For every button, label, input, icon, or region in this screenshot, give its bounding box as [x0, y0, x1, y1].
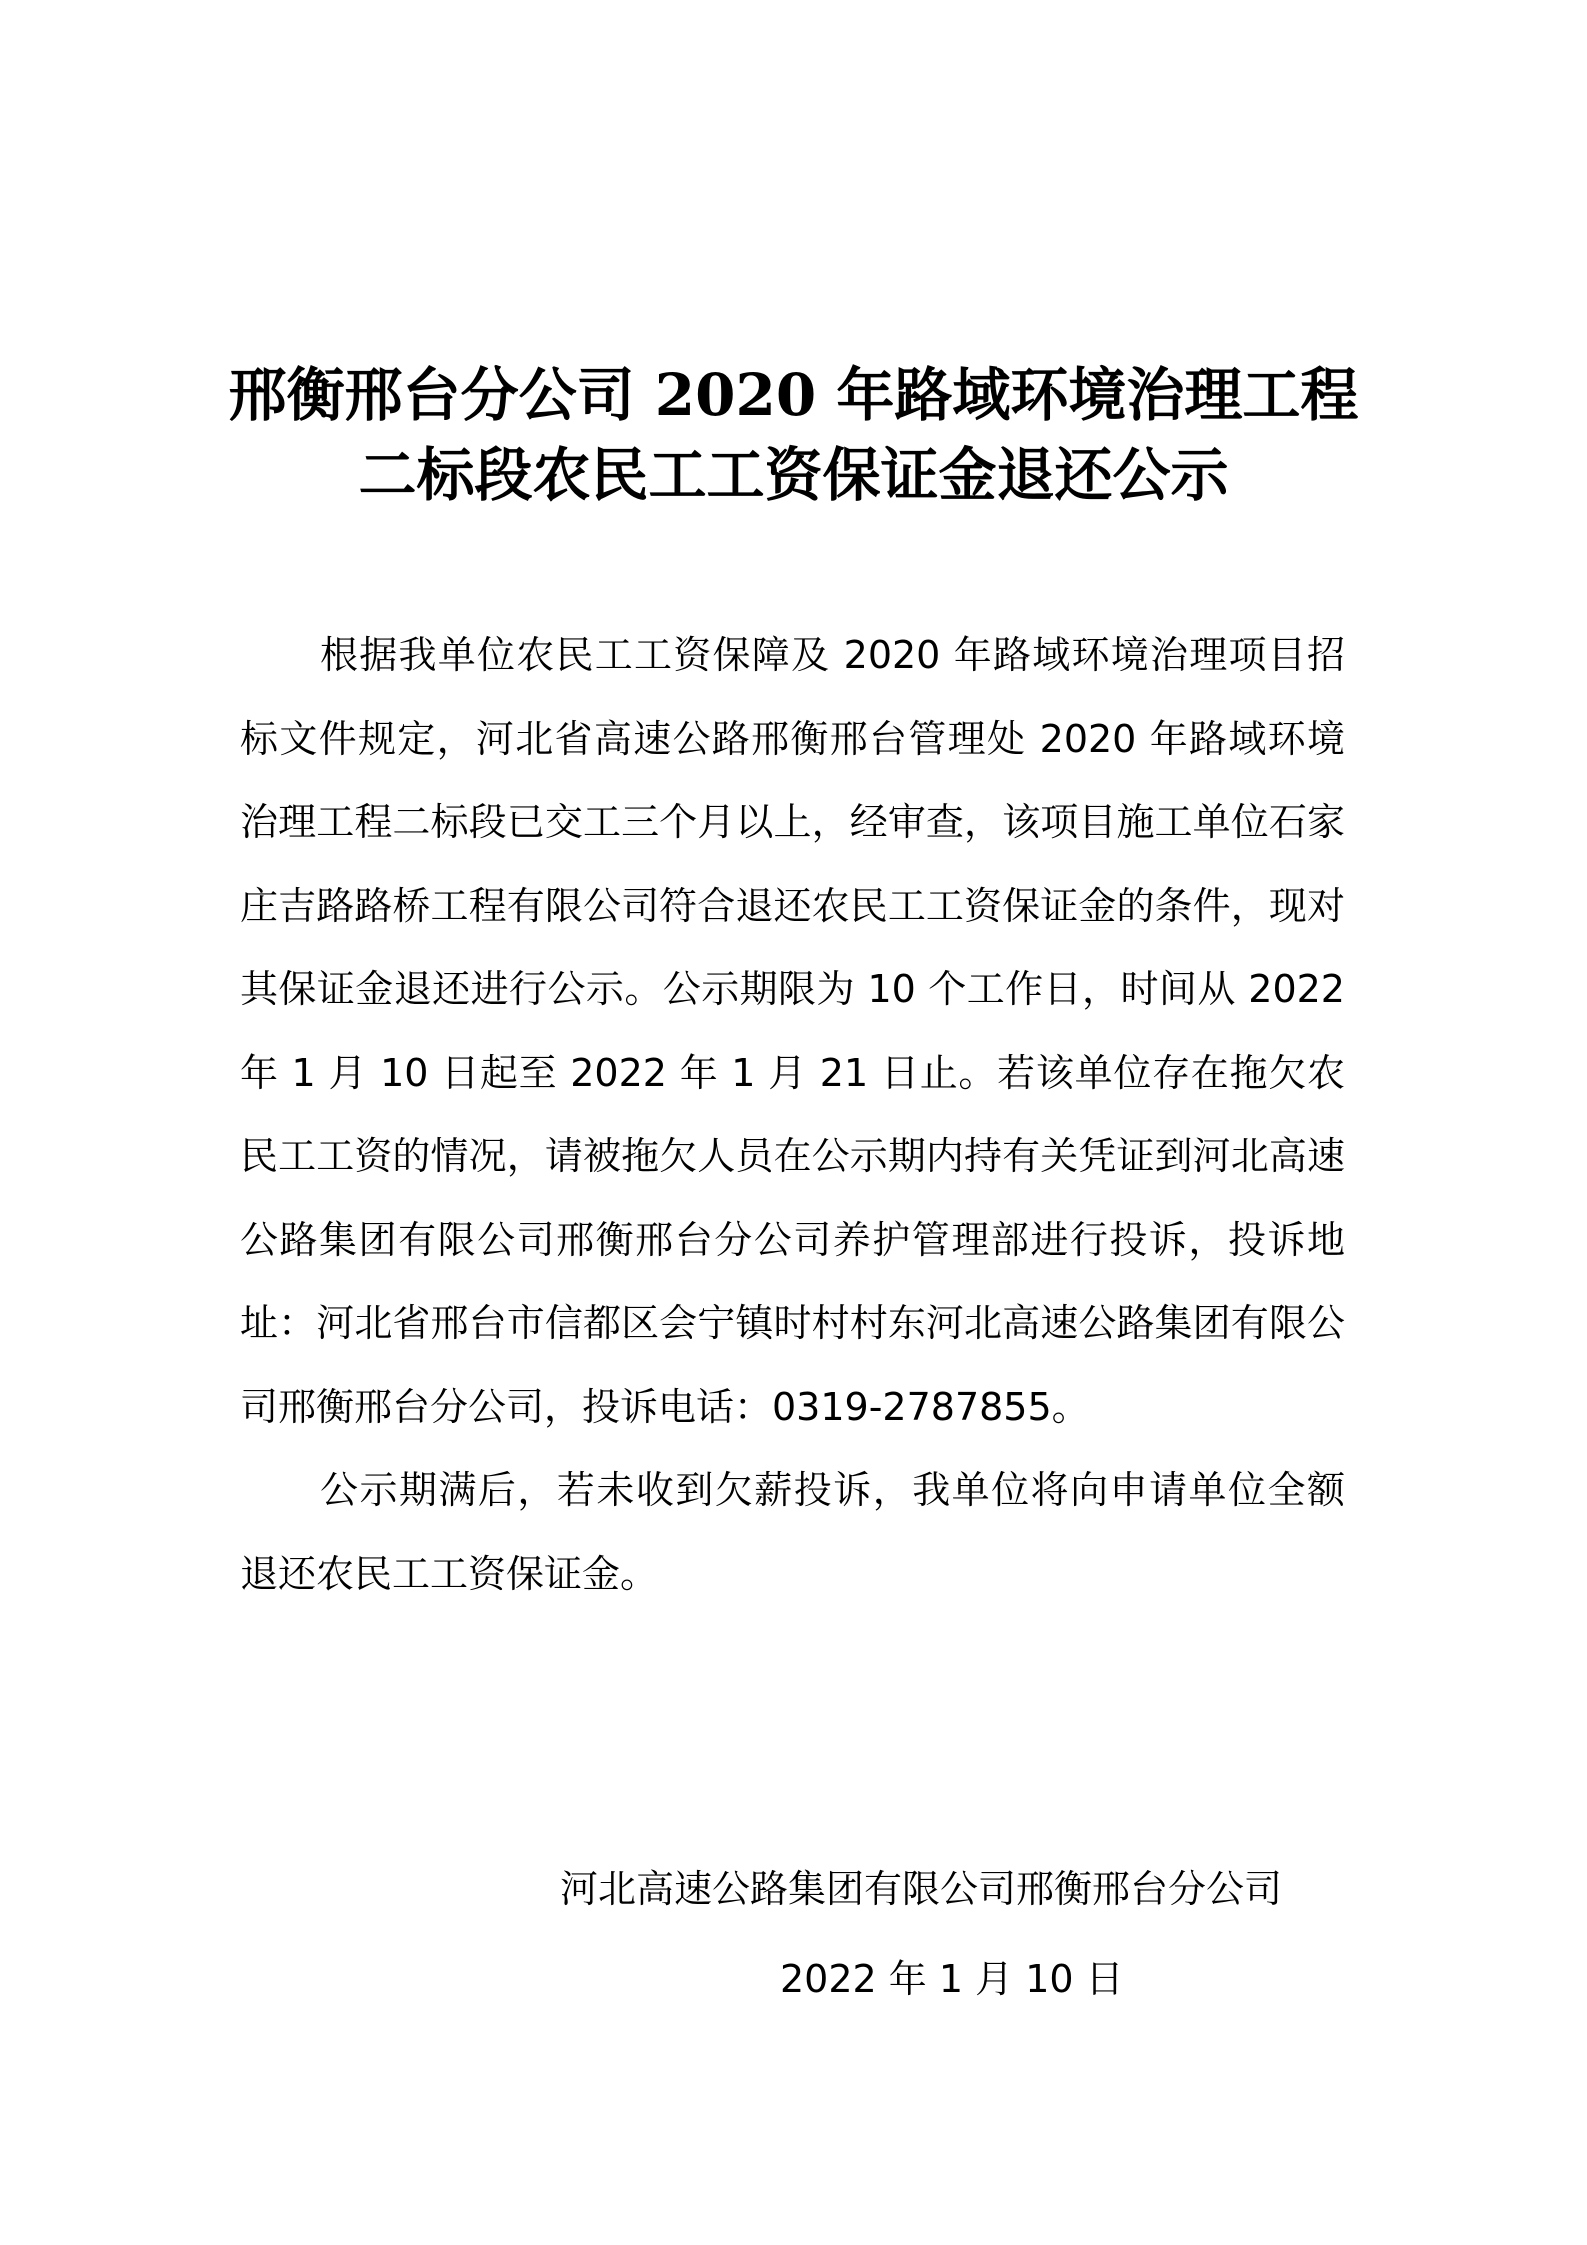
- body-paragraph-2: 公示期满后，若未收到欠薪投诉，我单位将向申请单位全额退还农民工工资保证金。: [240, 1468, 1345, 1596]
- title-line-1: 邢衡邢台分公司 2020 年路域环境治理工程: [228, 361, 1359, 429]
- issuer-signature: 河北高速公路集团有限公司邢衡邢台分公司: [560, 1867, 1283, 1911]
- document-body: [240, 614, 1345, 1616]
- title-line-2: 二标段农民工工资保证金退还公示: [358, 441, 1229, 509]
- issue-date: 2022 年 1 月 10 日: [780, 1957, 1124, 2001]
- document-title: [200, 355, 1387, 515]
- body-paragraph-1: 根据我单位农民工工资保障及 2020 年路域环境治理项目招标文件规定，河北省高速公路邢衡邢台管理处 2020 年路域环境治理工程二标段已交工三个月以上，经审查，该项目施工单位石家庄吉路路桥工程有限公司符合退还农民工工资保证金的条件，现对其保证金退还进行公示。公示期限为 10 个工作日，时间从 2022 年 1 月 10 日起至 2022 年 1 月 21 日止。若该单位存在拖欠农民工工资的情况，请被拖欠人员在公示期内持有关凭证到河北高速公路集团有限公司邢衡邢台分公司养护管理部进行投诉，投诉地址：河北省邢台市信都区会宁镇时村村东河北高速公路集团有限公司邢衡邢台分公司，投诉电话：0319-2787855。: [240, 633, 1345, 1429]
